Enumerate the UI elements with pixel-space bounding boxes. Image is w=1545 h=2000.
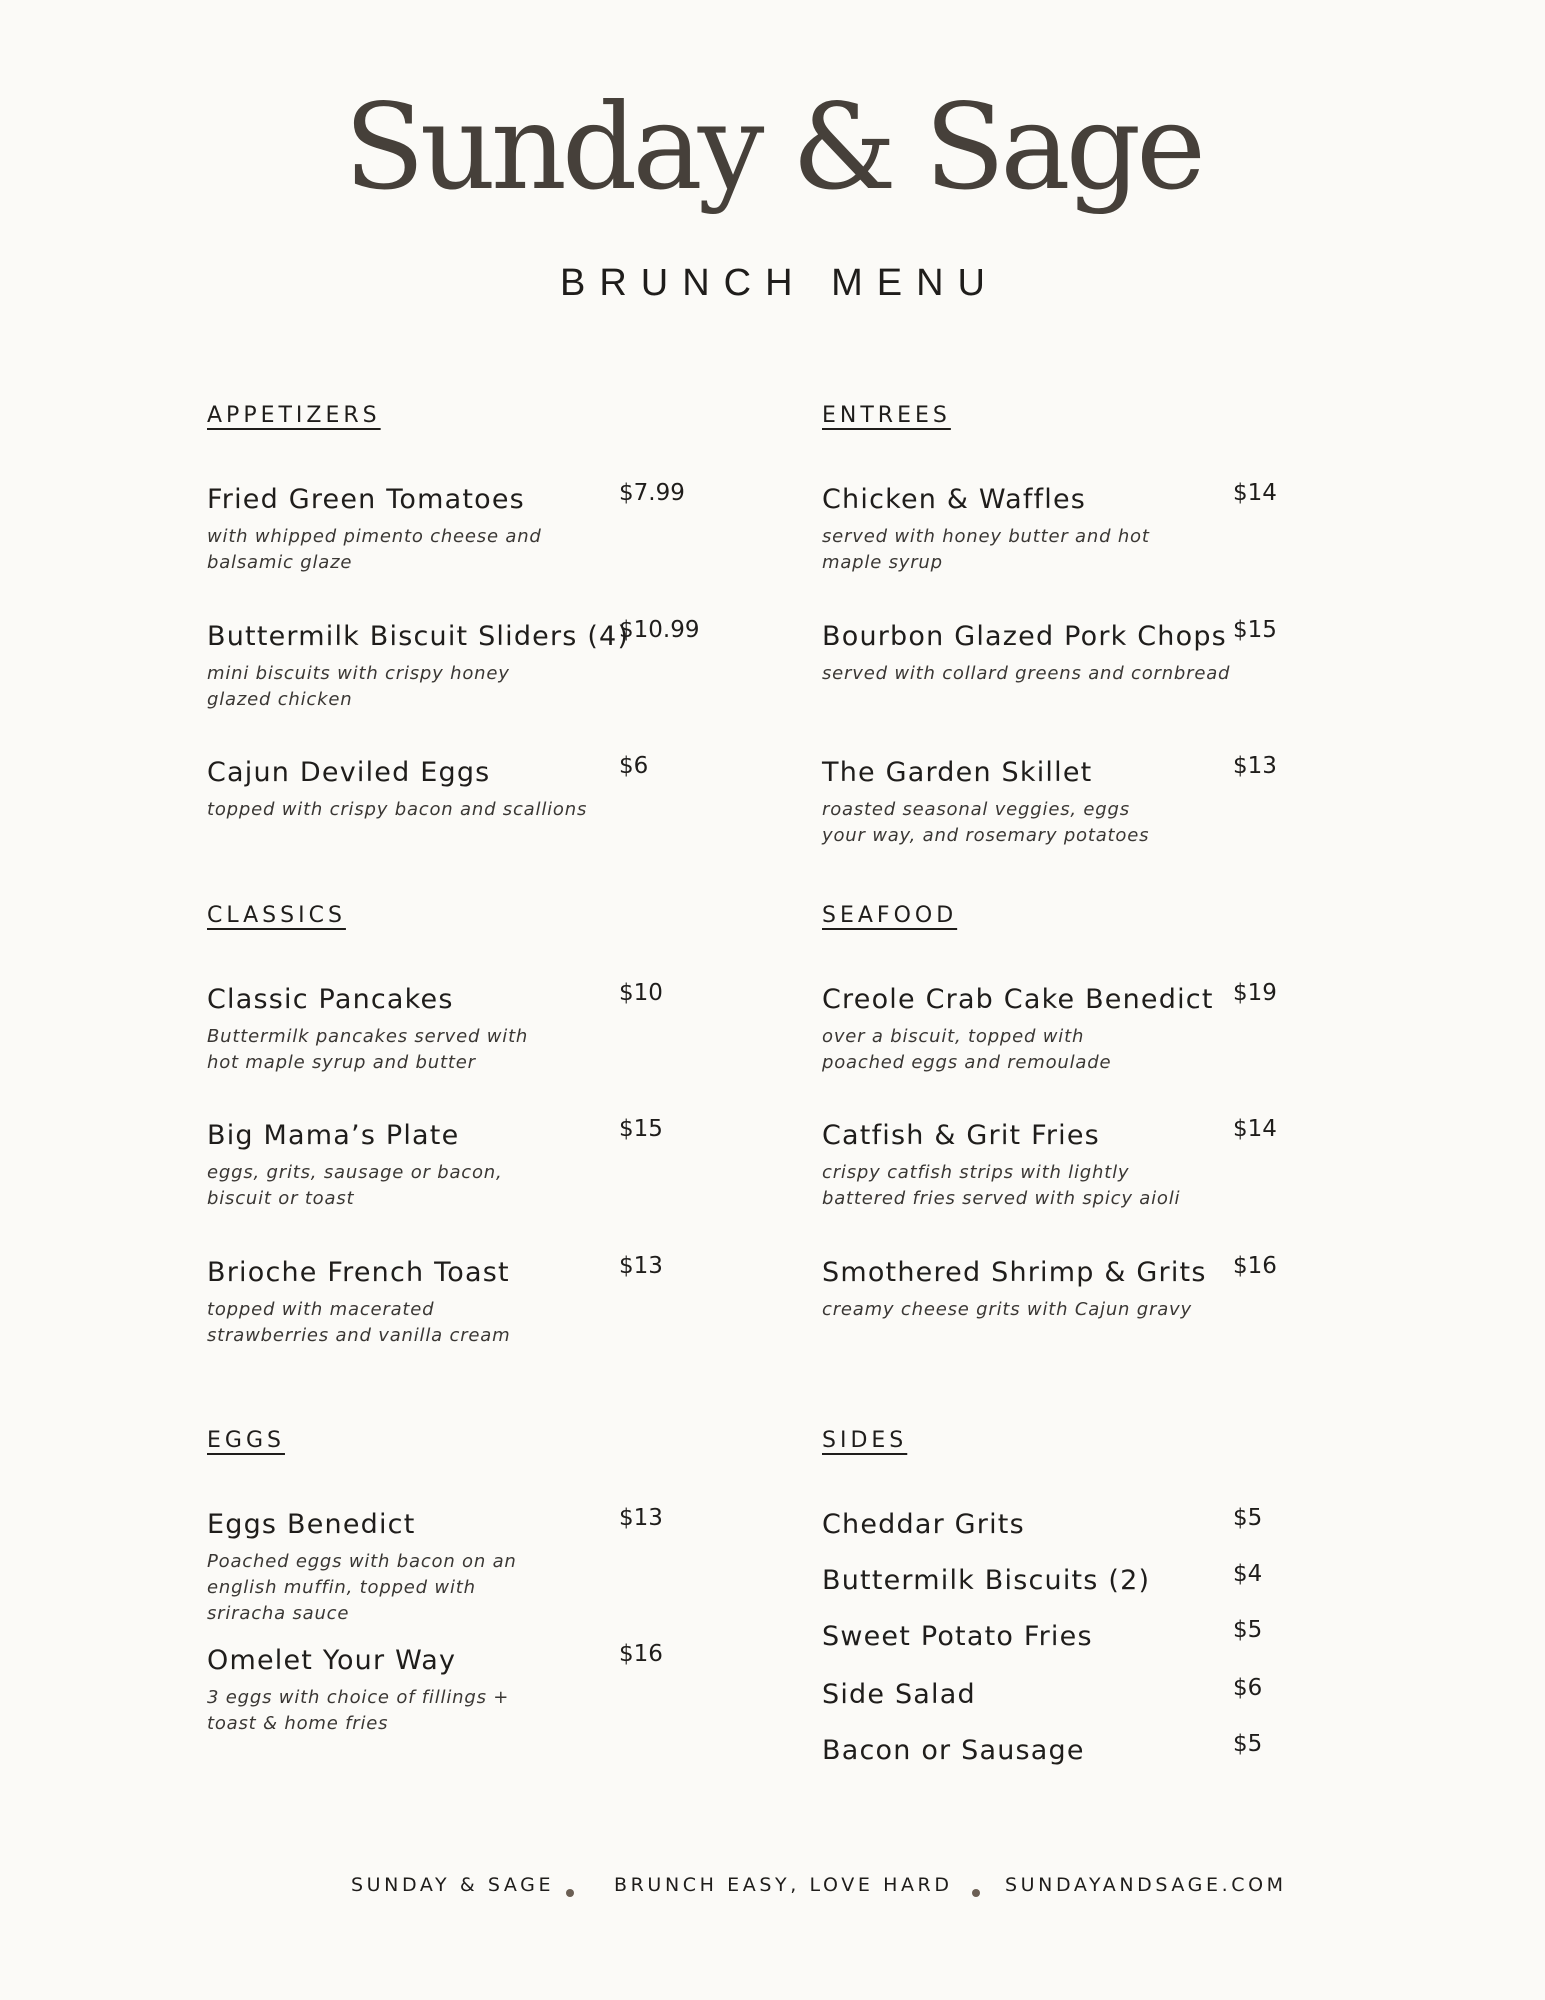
menu-item-name: Chicken & Waffles (822, 484, 1087, 515)
menu-item-description (207, 1549, 517, 1627)
menu-item-price: $19 (1233, 980, 1277, 1006)
menu-item-price: $15 (1233, 617, 1277, 643)
description-line: battered fries served with spicy aioli (822, 1188, 1181, 1209)
menu-item-name: Creole Crab Cake Benedict (822, 984, 1214, 1015)
footer-tagline: BRUNCH EASY, LOVE HARD (614, 1874, 953, 1896)
description-line: Buttermilk pancakes served with (207, 1026, 529, 1047)
menu-item-price: $13 (619, 1253, 663, 1279)
description-line: over a biscuit, topped with (822, 1026, 1085, 1047)
menu-item-price: $7.99 (619, 480, 685, 506)
menu-item-price: $14 (1233, 1116, 1277, 1142)
menu-item-price: $6 (1233, 1675, 1263, 1701)
menu-item-price: $14 (1233, 480, 1277, 506)
footer-name: SUNDAY & SAGE (351, 1874, 555, 1896)
menu-item-name: Bacon or Sausage (822, 1735, 1085, 1766)
menu-item-description (822, 524, 1150, 576)
menu-item-price: $10 (619, 980, 663, 1006)
description-line: hot maple syrup and butter (207, 1052, 476, 1073)
description-line: strawberries and vanilla cream (207, 1325, 511, 1346)
description-line: crispy catfish strips with lightly (822, 1162, 1130, 1183)
menu-item-description (207, 524, 542, 576)
description-line: roasted seasonal veggies, eggs (822, 799, 1130, 820)
description-line: maple syrup (822, 552, 943, 573)
menu-item-price: $15 (619, 1116, 663, 1142)
menu-item-description (822, 1160, 1180, 1212)
menu-item-description (207, 797, 587, 823)
description-line: eggs, grits, sausage or bacon, (207, 1162, 503, 1183)
menu-item-price: $16 (1233, 1253, 1277, 1279)
section-heading: APPETIZERS (207, 403, 381, 428)
menu-item-description (207, 1160, 503, 1212)
description-line: biscuit or toast (207, 1188, 355, 1209)
menu-item-price: $5 (1233, 1505, 1263, 1531)
description-line: topped with macerated (207, 1299, 435, 1320)
menu-item-price: $13 (1233, 753, 1277, 779)
menu-item-name: Bourbon Glazed Pork Chops (822, 621, 1227, 652)
menu-item-description (207, 1024, 528, 1076)
menu-item-description (207, 1685, 509, 1737)
section-heading: EGGS (207, 1428, 285, 1453)
footer-website: SUNDAYANDSAGE.COM (1005, 1874, 1287, 1896)
section-heading: SEAFOOD (822, 903, 958, 928)
menu-item-price: $4 (1233, 1561, 1263, 1587)
menu-item-name: Cheddar Grits (822, 1509, 1025, 1540)
menu-item-name: Buttermilk Biscuits (2) (822, 1565, 1151, 1596)
menu-item-name: Buttermilk Biscuit Sliders (4) (207, 621, 630, 652)
description-line: glazed chicken (207, 689, 353, 710)
description-line: Poached eggs with bacon on an (207, 1551, 517, 1572)
menu-item-name: Eggs Benedict (207, 1509, 416, 1540)
description-line: your way, and rosemary potatoes (822, 825, 1150, 846)
menu-item-name: Cajun Deviled Eggs (207, 757, 491, 788)
restaurant-title: Sunday & Sage (344, 78, 1201, 216)
menu-item-price: $10.99 (619, 617, 700, 643)
footer-dot-icon (566, 1889, 574, 1897)
menu-item-description (822, 661, 1230, 687)
description-line: topped with crispy bacon and scallions (207, 799, 588, 820)
menu-item-name: Brioche French Toast (207, 1257, 510, 1288)
menu-item-description (822, 1024, 1111, 1076)
description-line: poached eggs and remoulade (822, 1052, 1112, 1073)
menu-item-price: $5 (1233, 1617, 1263, 1643)
description-line: mini biscuits with crispy honey (207, 663, 510, 684)
menu-item-name: Big Mama’s Plate (207, 1120, 460, 1151)
menu-subtitle: BRUNCH MENU (560, 262, 999, 304)
menu-item-description (207, 1297, 510, 1349)
description-line: served with collard greens and cornbread (822, 663, 1231, 684)
description-line: creamy cheese grits with Cajun gravy (822, 1299, 1192, 1320)
menu-item-name: Fried Green Tomatoes (207, 484, 525, 515)
footer (0, 1874, 1545, 1904)
menu-item-name: Classic Pancakes (207, 984, 454, 1015)
description-line: 3 eggs with choice of fillings + (207, 1687, 510, 1708)
menu-item-price: $6 (619, 753, 649, 779)
menu-item-description (207, 661, 510, 713)
section-heading: CLASSICS (207, 903, 346, 928)
menu-item-name: Side Salad (822, 1679, 976, 1710)
description-line: english muffin, topped with (207, 1577, 476, 1598)
section-heading: SIDES (822, 1428, 908, 1453)
section-heading: ENTREES (822, 403, 951, 428)
menu-item-price: $13 (619, 1505, 663, 1531)
menu-item-description (822, 1297, 1192, 1323)
description-line: toast & home fries (207, 1713, 389, 1734)
description-line: balsamic glaze (207, 552, 353, 573)
description-line: with whipped pimento cheese and (207, 526, 542, 547)
menu-item-name: Catfish & Grit Fries (822, 1120, 1100, 1151)
menu-item-name: Omelet Your Way (207, 1645, 457, 1676)
menu-item-price: $16 (619, 1641, 663, 1667)
description-line: served with honey butter and hot (822, 526, 1150, 547)
menu-item-price: $5 (1233, 1731, 1263, 1757)
menu-item-name: The Garden Skillet (822, 757, 1093, 788)
menu-item-name: Sweet Potato Fries (822, 1621, 1093, 1652)
menu-item-description (822, 797, 1149, 849)
menu-item-name: Smothered Shrimp & Grits (822, 1257, 1207, 1288)
footer-dot-icon (972, 1889, 980, 1897)
description-line: sriracha sauce (207, 1603, 350, 1624)
